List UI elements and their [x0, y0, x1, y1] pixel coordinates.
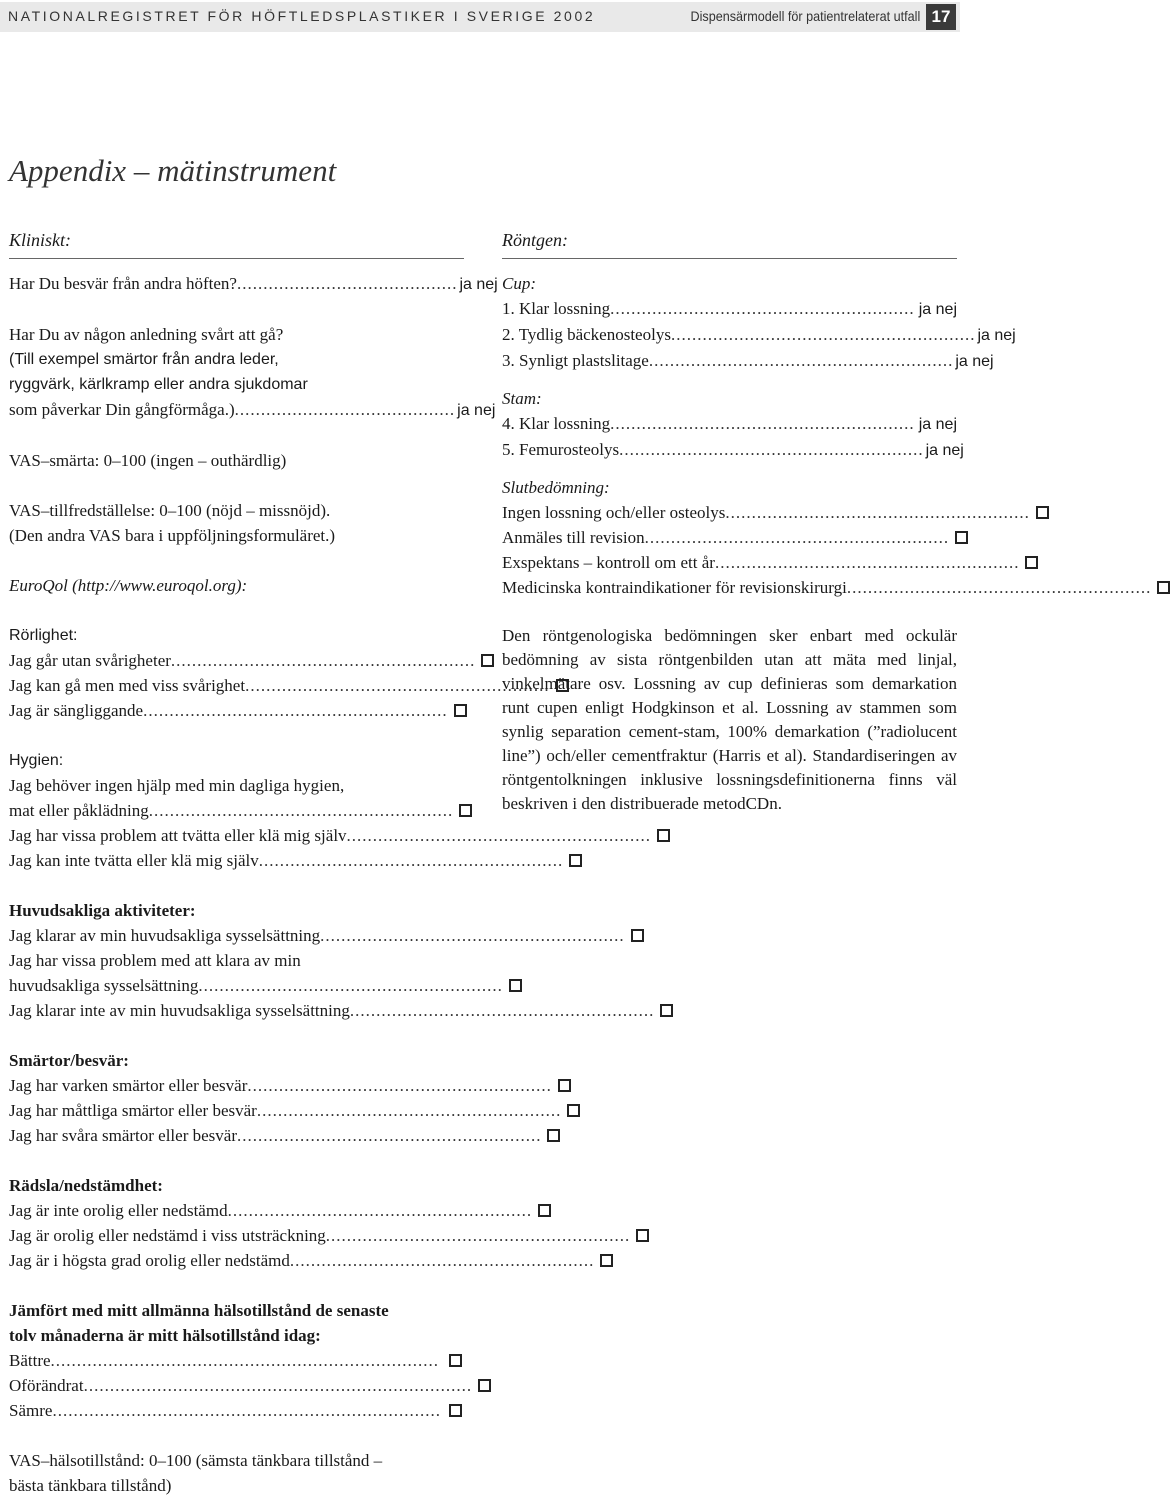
question-walk-line: (Till exempel smärtor från andra leder, [9, 351, 279, 368]
checkbox[interactable] [631, 929, 644, 942]
yes-no-option[interactable]: ja nej [977, 327, 1016, 344]
activities-option-line: Jag har vissa problem med att klara av min [9, 951, 301, 970]
checkbox[interactable] [636, 1229, 649, 1242]
header-registry-title: NATIONALREGISTRET FÖR HÖFTLEDSPLASTIKER I SVERIGE 2002 [8, 8, 596, 24]
vas-health: bästa tänkbara tillstånd) [9, 1476, 172, 1495]
question-walk-line: ryggvärk, kärlkramp eller andra sjukdomar [9, 376, 308, 393]
checkbox[interactable] [660, 1004, 673, 1017]
vas-satisfaction: VAS–tillfredställelse: 0–100 (nöjd – missnöjd). [9, 501, 331, 520]
pain-option: Jag har svåra smärtor eller besvär .......................................................... [9, 1123, 464, 1148]
checkbox[interactable] [955, 531, 968, 544]
mobility-option: Jag kan gå men med viss svårighet .......................................................... [9, 673, 464, 698]
checkbox[interactable] [1157, 581, 1170, 594]
checkbox[interactable] [481, 654, 494, 667]
checkbox[interactable] [449, 1404, 462, 1417]
slutbedomning-option: Anmäles till revision .......................................................... [502, 525, 957, 550]
yes-no-option[interactable]: ja nej [459, 276, 498, 293]
question-other-hip: Har Du besvär från andra höften? .......................................... ja nej [9, 271, 464, 297]
question-walk: som påverkar Din gångförmåga.) .......................................... ja nej [9, 397, 464, 423]
checkbox[interactable] [1025, 556, 1038, 569]
cup-item: 2. Tydlig bäckenosteolys .......................................................... ja nej [502, 322, 957, 348]
cup-item: 3. Synligt plastslitage .......................................................... ja nej [502, 348, 957, 374]
klinik-heading: Kliniskt: [9, 230, 71, 250]
header-chapter-title: Dispensärmodell för patientrelaterat utfall [690, 8, 920, 24]
page-number: 17 [926, 4, 956, 30]
checkbox[interactable] [538, 1204, 551, 1217]
slutbedomning-option: Ingen lossning och/eller osteolys .......................................................... [502, 500, 957, 525]
checkbox[interactable] [449, 1354, 462, 1367]
health-compare-option: Oförändrat .......................................................................... [9, 1373, 464, 1398]
checkbox[interactable] [558, 1079, 571, 1092]
checkbox[interactable] [478, 1379, 491, 1392]
pain-option: Jag har varken smärtor eller besvär .......................................................... [9, 1073, 464, 1098]
activities-option: Jag klarar inte av min huvudsakliga sysselsättning .......................................................... [9, 998, 464, 1023]
pain-heading: Smärtor/besvär: [9, 1051, 129, 1070]
stam-item: 5. Femurosteolys .......................................................... ja nej [502, 437, 957, 463]
health-compare-heading: tolv månaderna är mitt hälsotillstånd idag: [9, 1326, 321, 1345]
right-column [502, 228, 1152, 816]
hygiene-option: mat eller påklädning .......................................................... [9, 798, 464, 823]
anxiety-option: Jag är orolig eller nedstämd i viss utsträckning .......................................................... [9, 1223, 464, 1248]
checkbox[interactable] [509, 979, 522, 992]
checkbox[interactable] [459, 804, 472, 817]
checkbox[interactable] [454, 704, 467, 717]
health-compare-option: Sämre .......................................................................... [9, 1398, 464, 1423]
checkbox[interactable] [1036, 506, 1049, 519]
hygiene-heading: Hygien: [9, 752, 64, 769]
page-title: Appendix – mätinstrument [9, 153, 337, 188]
slutbedomning-heading: Slutbedömning: [502, 478, 610, 497]
cup-item: 1. Klar lossning .......................................................... ja nej [502, 296, 957, 322]
yes-no-option[interactable]: ja nej [955, 353, 994, 370]
health-compare-option: Bättre .......................................................................... [9, 1348, 464, 1373]
anxiety-heading: Rädsla/nedstämdhet: [9, 1176, 163, 1195]
checkbox[interactable] [657, 829, 670, 842]
stam-item: 4. Klar lossning .......................................................... ja nej [502, 411, 957, 437]
activities-heading: Huvudsakliga aktiviteter: [9, 901, 196, 920]
yes-no-option[interactable]: ja nej [918, 416, 957, 433]
anxiety-option: Jag är i högsta grad orolig eller nedstämd .......................................................... [9, 1248, 464, 1273]
checkbox[interactable] [569, 854, 582, 867]
slutbedomning-option: Exspektans – kontroll om ett år .......................................................... [502, 550, 957, 575]
pain-option: Jag har måttliga smärtor eller besvär .......................................................... [9, 1098, 464, 1123]
mobility-option: Jag går utan svårigheter .......................................................... [9, 648, 464, 673]
stam-heading: Stam: [502, 389, 542, 408]
mobility-heading: Rörlighet: [9, 627, 78, 644]
yes-no-option[interactable]: ja nej [925, 442, 964, 459]
slutbedomning-option: Medicinska kontraindikationer för revisionskirurgi .......................................................... [502, 575, 957, 600]
vas-satisfaction-note: (Den andra VAS bara i uppföljningsformuläret.) [9, 526, 336, 545]
cup-heading: Cup: [502, 274, 536, 293]
question-walk-line: Har Du av någon anledning svårt att gå? [9, 325, 284, 344]
hygiene-option: Jag kan inte tvätta eller klä mig själv .......................................................... [9, 848, 464, 873]
checkbox[interactable] [547, 1129, 560, 1142]
activities-option: Jag klarar av min huvudsakliga sysselsättning .......................................................... [9, 923, 464, 948]
hygiene-option-line: Jag behöver ingen hjälp med min dagliga hygien, [9, 776, 345, 795]
checkbox[interactable] [600, 1254, 613, 1267]
health-compare-heading: Jämfört med mitt allmänna hälsotillstånd de senaste [9, 1301, 389, 1320]
yes-no-option[interactable]: ja nej [457, 402, 496, 419]
anxiety-option: Jag är inte orolig eller nedstämd .......................................................... [9, 1198, 464, 1223]
yes-no-option[interactable]: ja nej [918, 301, 957, 318]
activities-option: huvudsakliga sysselsättning .......................................................... [9, 973, 464, 998]
mobility-option: Jag är sängliggande .......................................................... [9, 698, 464, 723]
vas-pain: VAS–smärta: 0–100 (ingen – outhärdlig) [9, 451, 287, 470]
checkbox[interactable] [567, 1104, 580, 1117]
vas-health: VAS–hälsotillstånd: 0–100 (sämsta tänkbara tillstånd – [9, 1451, 383, 1470]
euroqol-heading: EuroQol (http://www.euroqol.org): [9, 576, 248, 595]
page-header [0, 2, 960, 32]
rontgen-description: Den röntgenologiska bedömningen sker enbart med ockulär bedömning av sista röntgenbilden utan att mäta med linjal, vinkelmätare osv. Lossning av cup definieras som demarkation runt cupen enligt Hodgkinson et al. Lossning av stammen som synlig separation cement-stam, 100% demarkation (”radiolucent line”) och/eller cementfraktur (Harris et al). Standardiseringen av röntgentolkningen inklusive lossningsdefinitionerna finns väl beskriven i den distribuerade metodCDn. [502, 626, 957, 813]
rontgen-heading: Röntgen: [502, 230, 568, 250]
hygiene-option: Jag har vissa problem att tvätta eller klä mig själv .......................................................... [9, 823, 464, 848]
